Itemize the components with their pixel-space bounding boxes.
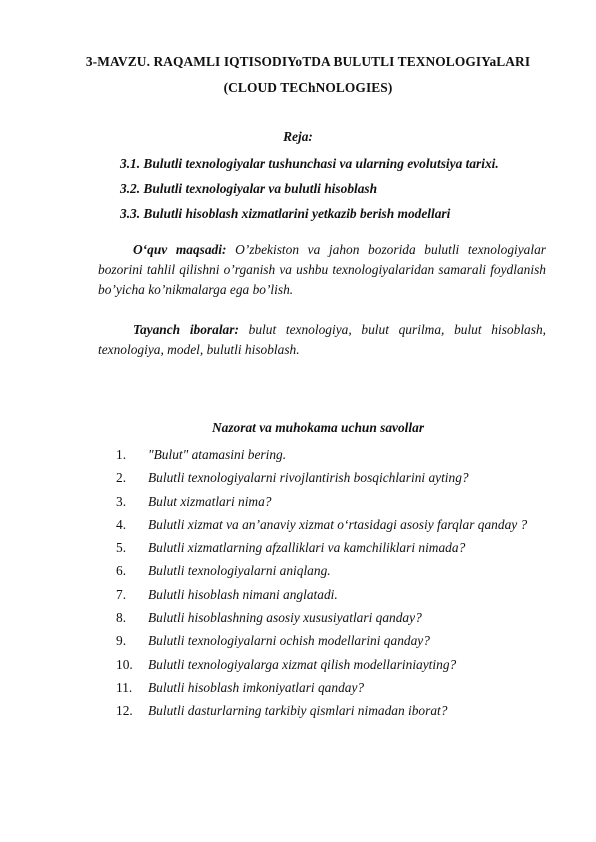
question-number: 11.: [116, 679, 133, 695]
question-text: Bulutli texnologiyalarni aniqlang.: [148, 563, 331, 579]
question-item: [116, 587, 576, 610]
question-text: Bulutli dasturlarning tarkibiy qismlari nimadan iborat?: [148, 703, 448, 719]
learning-goal-label: O‘quv maqsadi:: [133, 242, 227, 257]
learning-goal-text: O’zbekiston va jahon bozorida bulutli texnologiyalar bozorini tahlil qilishni o’rganish va ushbu texnologiyalaridan samarali foydlanish bo’yicha ko’nikmalarga ega bo’lish.: [98, 242, 546, 297]
keywords-label: Tayanch iboralar:: [133, 322, 239, 337]
question-number: 1.: [116, 447, 127, 462]
plan-item: 3.1. Bulutli texnologiyalar tushunchasi va ularning evolutsiya tarixi.: [120, 156, 499, 171]
question-item: [116, 703, 576, 726]
keywords-text: bulut texnologiya, bulut qurilma, bulut hisoblash, texnologiya, model, bulutli hisoblash.: [98, 322, 546, 357]
topic-title: 3-MAVZU. RAQAMLI IQTISODIYoTDA BULUTLI TEXNOLOGIYaLARI: [85, 54, 531, 69]
question-number: 7.: [116, 586, 127, 602]
question-number: 8.: [116, 610, 127, 626]
question-number: 6.: [116, 563, 127, 579]
questions-list: [116, 447, 576, 727]
question-item: [116, 610, 576, 633]
question-item: [116, 447, 576, 470]
question-item: [116, 470, 576, 493]
question-text: Bulutli xizmat va an’anaviy xizmat o‘rtasidagi asosiy farqlar qanday ?: [148, 516, 528, 532]
question-text: Bulutli texnologiyalarga xizmat qilish modellariniayting?: [148, 656, 457, 672]
keywords-paragraph: [98, 320, 546, 360]
question-text: Bulutli hisoblashning asosiy xususiyatlari qanday?: [148, 610, 422, 626]
question-number: 2.: [116, 470, 127, 486]
question-item: [116, 517, 576, 540]
question-text: Bulut xizmatlari nima?: [148, 493, 272, 509]
question-number: 4.: [116, 516, 127, 532]
question-text: Bulutli texnologiyalarni ochish modellarini qanday?: [148, 633, 430, 649]
question-text: "Bulut" atamasini bering.: [148, 447, 287, 462]
question-number: 10.: [116, 656, 133, 672]
plan-heading: Reja:: [283, 129, 313, 144]
question-number: 12.: [116, 703, 133, 719]
topic-subtitle: (CLOUD TEChNOLOGIES): [223, 80, 393, 95]
question-item: [116, 494, 576, 517]
question-item: [116, 657, 576, 680]
plan-item: 3.3. Bulutli hisoblash xizmatlarini yetkazib berish modellari: [120, 206, 451, 221]
question-text: Bulutli hisoblash nimani anglatadi.: [148, 586, 338, 602]
plan-item: 3.2. Bulutli texnologiyalar va bulutli hisoblash: [120, 181, 378, 196]
question-number: 9.: [116, 633, 127, 649]
question-item: [116, 563, 576, 586]
question-number: 3.: [116, 493, 127, 509]
question-number: 5.: [116, 540, 127, 556]
question-text: Bulutli texnologiyalarni rivojlantirish bosqichlarini ayting?: [148, 470, 469, 486]
question-item: [116, 680, 576, 703]
question-item: [116, 540, 576, 563]
question-text: Bulutli xizmatlarning afzalliklari va kamchiliklari nimada?: [148, 540, 466, 556]
question-text: Bulutli hisoblash imkoniyatlari qanday?: [148, 679, 365, 695]
questions-heading: Nazorat va muhokama uchun savollar: [211, 420, 425, 435]
learning-goal-paragraph: [98, 240, 546, 300]
question-item: [116, 633, 576, 656]
